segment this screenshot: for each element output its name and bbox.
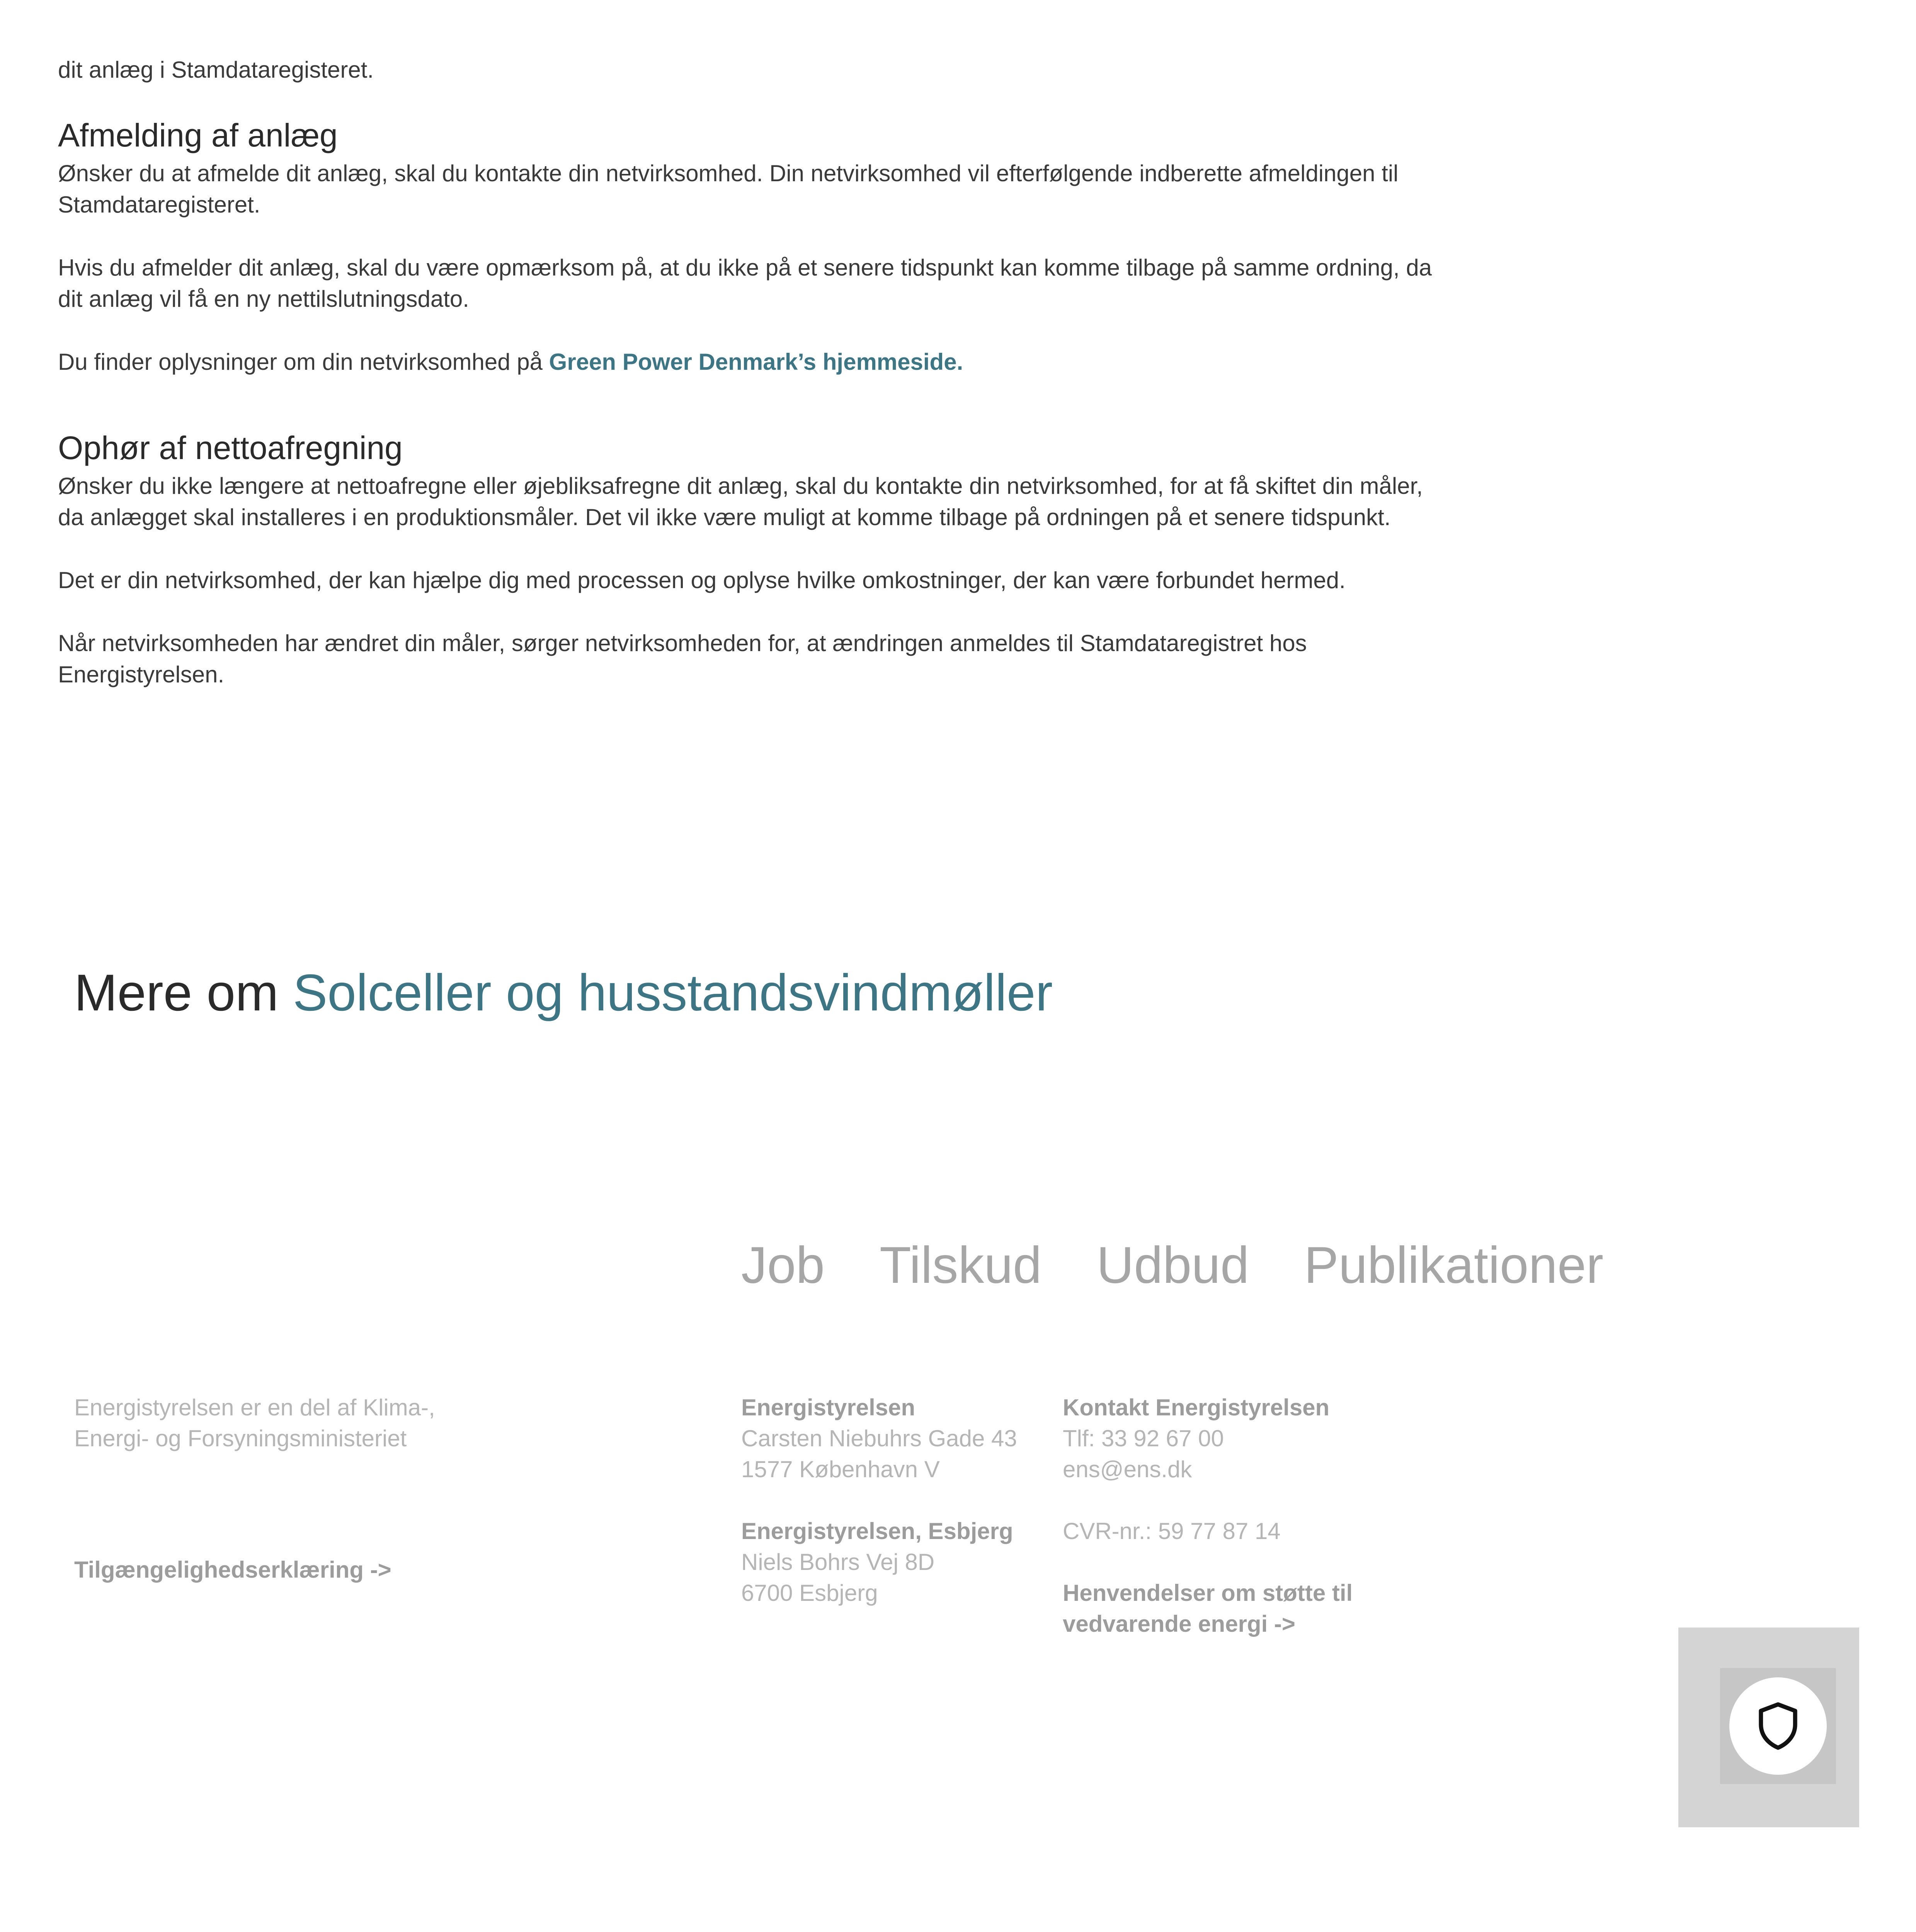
more-about-prefix: Mere om [74, 964, 293, 1022]
section-heading-afmelding: Afmelding af anlæg [58, 117, 338, 153]
office1-name: Energistyrelsen [741, 1395, 915, 1420]
more-about-heading [74, 962, 1053, 1024]
green-power-denmark-link[interactable]: Green Power Denmark’s hjemmeside. [549, 349, 963, 375]
paragraph: Når netvirksomheden har ændret din måler, sørger netvirksomheden for, at ændringen anmeldes til Stamdataregistret hos Energistyrelsen. [58, 630, 1307, 687]
paragraph: Det er din netvirksomhed, der kan hjælpe dig med processen og oplyse hvilke omkostninger, der kan være forbundet hermed. [58, 567, 1346, 593]
footer-nav [741, 1235, 1603, 1296]
contact-email[interactable]: ens@ens.dk [1063, 1456, 1192, 1482]
accessibility-statement-link[interactable]: Tilgængelighedserklæring -> [74, 1557, 391, 1583]
paragraph: Ønsker du at afmelde dit anlæg, skal du kontakte din netvirksomhed. Din netvirksomhed vil efterfølgende indberette afmeldingen til Stamdataregisteret. [58, 160, 1399, 218]
footer-nav-publikationer[interactable]: Publikationer [1304, 1236, 1604, 1294]
footer-about-line1: Energistyrelsen er en del af Klima-, [74, 1395, 435, 1420]
article-content [58, 54, 1434, 690]
footer-nav-udbud[interactable]: Udbud [1096, 1236, 1249, 1294]
office2-name: Energistyrelsen, Esbjerg [741, 1518, 1013, 1544]
office1-city: 1577 København V [741, 1456, 940, 1482]
paragraph: Hvis du afmelder dit anlæg, skal du være opmærksom på, at du ikke på et senere tidspunkt kan komme tilbage på samme ordning, da dit anlæg vil få en ny nettilslutningsdato. [58, 255, 1432, 312]
office2-street: Niels Bohrs Vej 8D [741, 1549, 935, 1575]
intro-tail-text: dit anlæg i Stamdataregisteret. [58, 57, 374, 83]
cookie-consent-widget [1678, 1628, 1859, 1827]
more-about-topic-link[interactable]: Solceller og husstandsvindmøller [293, 964, 1053, 1022]
section-heading-nettoafregning: Ophør af nettoafregning [58, 430, 403, 466]
paragraph-with-link [58, 346, 1434, 378]
contact-heading: Kontakt Energistyrelsen [1063, 1395, 1330, 1420]
footer-nav-job[interactable]: Job [741, 1236, 825, 1294]
footer-about-line2: Energi- og Forsyningsministeriet [74, 1425, 407, 1451]
paragraph: Ønsker du ikke længere at nettoafregne eller øjebliksafregne dit anlæg, skal du kontakte din netvirksomhed, for at få skiftet din måler, da anlægget skal installeres i en produktionsmåler. Det vil ikke være muligt at komme tilbage på ordningen på et senere tidspunkt. [58, 473, 1423, 530]
office2-city: 6700 Esbjerg [741, 1580, 878, 1606]
contact-phone[interactable]: Tlf: 33 92 67 00 [1063, 1425, 1224, 1451]
contact-cvr: CVR-nr.: 59 77 87 14 [1063, 1518, 1281, 1544]
footer-nav-tilskud[interactable]: Tilskud [880, 1236, 1042, 1294]
support-inquiries-link-line1[interactable]: Henvendelser om støtte til [1063, 1580, 1353, 1606]
shield-icon [1755, 1701, 1801, 1751]
cookie-consent-frame [1720, 1668, 1836, 1784]
office1-street: Carsten Niebuhrs Gade 43 [741, 1425, 1017, 1451]
support-inquiries-link-line2[interactable]: vedvarende energi -> [1063, 1611, 1295, 1637]
cookie-consent-button[interactable] [1729, 1677, 1827, 1775]
paragraph-text: Du finder oplysninger om din netvirksomhed på [58, 349, 549, 375]
